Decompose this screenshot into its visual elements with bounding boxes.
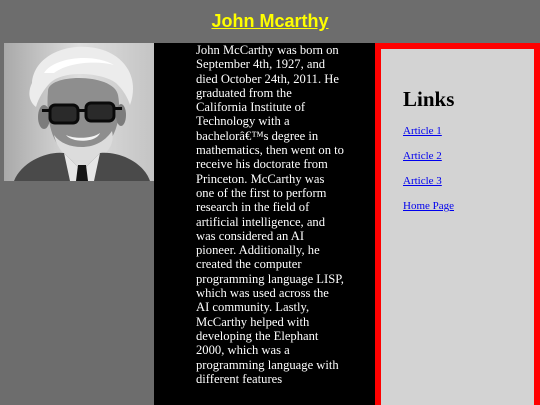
list-item — [403, 123, 534, 138]
links-list — [403, 123, 534, 213]
header — [0, 0, 540, 43]
photo-column — [4, 43, 154, 181]
page-title[interactable]: John Mcarthy — [211, 11, 329, 31]
portrait-photo — [4, 43, 154, 181]
list-item — [403, 148, 534, 163]
list-item — [403, 198, 534, 213]
link-article-2[interactable]: Article 2 — [403, 150, 442, 162]
link-article-3[interactable]: Article 3 — [403, 175, 442, 187]
link-article-1[interactable]: Article 1 — [403, 125, 442, 137]
bio-text: John McCarthy was born on September 4th, 1927, and died October 24th, 2011. He graduated from the California Institute of Technology with a bachelorâ€™s degree in mathematics, then went on to receive his doctorate from Princeton. McCarthy was one of the first to perform research in the field of artificial intelligence, and was considered an AI pioneer. Additionally, he created the computer programming language LISP, which was used across the AI community. Lastly, McCarthy helped with developing the Elephant 2000, which was a programming language with different features — [196, 43, 344, 386]
bio-column — [154, 43, 375, 405]
links-heading: Links — [403, 87, 455, 111]
links-sidebar — [375, 43, 540, 405]
list-item — [403, 173, 534, 188]
link-home-page[interactable]: Home Page — [403, 200, 455, 212]
